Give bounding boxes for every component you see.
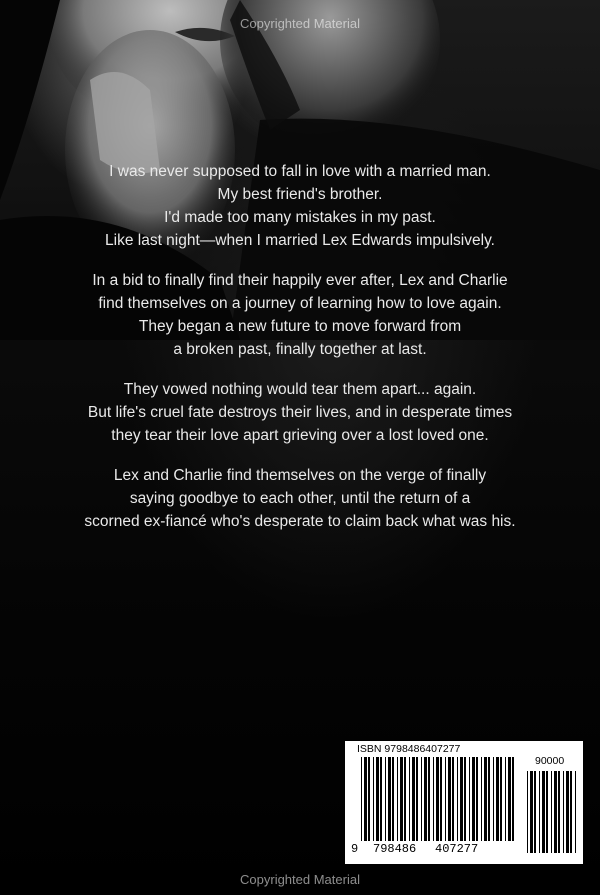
barcode-bar (376, 757, 379, 841)
barcode-bar (566, 771, 569, 853)
blurb-paragraph (80, 378, 520, 447)
barcode-bar (404, 757, 406, 841)
barcode-bar (481, 757, 482, 841)
barcode-bar (448, 757, 451, 841)
isbn-barcode (345, 741, 583, 864)
blurb-line: I was never supposed to fall in love with a married man. (109, 163, 491, 180)
barcode-bar (508, 757, 511, 841)
barcode-bar (452, 757, 454, 841)
barcode-bar (424, 757, 427, 841)
blurb-line: they tear their love apart grieving over a lost loved one. (111, 427, 489, 444)
supplement-number: 90000 (535, 755, 565, 767)
barcode-bar (436, 757, 439, 841)
barcode-bar (530, 771, 533, 853)
barcode-bar (457, 757, 458, 841)
barcode-bar (400, 757, 403, 841)
blurb-line: find themselves on a journey of learning how to love again. (98, 295, 502, 312)
barcode-bar (380, 757, 382, 841)
barcode-bar (433, 757, 434, 841)
barcode-bar (409, 757, 410, 841)
barcode-bar (500, 757, 502, 841)
blurb-line: They began a new future to move forward from (138, 318, 462, 335)
barcode-bar (469, 757, 470, 841)
barcode-bar (570, 771, 572, 853)
barcode-bar (493, 757, 494, 841)
blurb-line: Lex and Charlie find themselves on the verge of finally (113, 467, 487, 484)
blurb-paragraph (80, 464, 520, 533)
barcode-bar (460, 757, 463, 841)
blurb-line: saying goodbye to each other, until the return of a (129, 490, 471, 507)
barcode-digit-lead: 9 (351, 842, 359, 856)
barcode-bar (512, 757, 514, 841)
watermark-top: Copyrighted Material (240, 16, 360, 31)
barcode-bar (476, 757, 478, 841)
barcode-bar (464, 757, 466, 841)
blurb-paragraph (80, 160, 520, 252)
barcode-bar (484, 757, 487, 841)
back-cover-blurb (80, 160, 520, 550)
barcode-bar (472, 757, 475, 841)
barcode-digits-right: 407277 (435, 842, 479, 856)
barcode-bar (539, 771, 540, 853)
barcode-bar (421, 757, 422, 841)
barcode-digits-left: 798486 (373, 842, 417, 856)
blurb-line: scorned ex-fiancé who's desperate to claim back what was his. (84, 513, 516, 530)
barcode-bar (551, 771, 552, 853)
barcode-bar (368, 757, 370, 841)
barcode-bar (373, 757, 374, 841)
barcode-bar (554, 771, 557, 853)
barcode-bar (496, 757, 499, 841)
blurb-line: In a bid to finally find their happily ever after, Lex and Charlie (92, 272, 508, 289)
blurb-line: They vowed nothing would tear them apart... again. (123, 381, 477, 398)
barcode-bar (388, 757, 391, 841)
blurb-line: a broken past, finally together at last. (173, 341, 427, 358)
barcode-bar (364, 757, 367, 841)
barcode-bar (575, 771, 576, 853)
barcode-bar (428, 757, 430, 841)
blurb-line: My best friend's brother. (217, 186, 383, 203)
blurb-line: I'd made too many mistakes in my past. (164, 209, 436, 226)
barcode-bar (412, 757, 415, 841)
barcode-bar (385, 757, 386, 841)
barcode-bar (534, 771, 536, 853)
barcode-bar (440, 757, 442, 841)
barcode-bar (361, 757, 362, 841)
barcode-bar (416, 757, 418, 841)
barcode-bar (563, 771, 564, 853)
barcode-bar (445, 757, 446, 841)
blurb-paragraph (80, 269, 520, 361)
barcode-bar (546, 771, 548, 853)
barcode-bar (542, 771, 545, 853)
barcode-bar (527, 771, 528, 853)
barcode-bar (392, 757, 394, 841)
isbn-label: ISBN 9798486407277 (357, 743, 461, 755)
blurb-line: Like last night—when I married Lex Edwards impulsively. (105, 232, 495, 249)
barcode-bar (488, 757, 490, 841)
barcode-bar (505, 757, 506, 841)
barcode-bar (558, 771, 560, 853)
watermark-bottom: Copyrighted Material (240, 872, 360, 887)
barcode-bar (397, 757, 398, 841)
blurb-line: But life's cruel fate destroys their lives, and in desperate times (87, 404, 513, 421)
